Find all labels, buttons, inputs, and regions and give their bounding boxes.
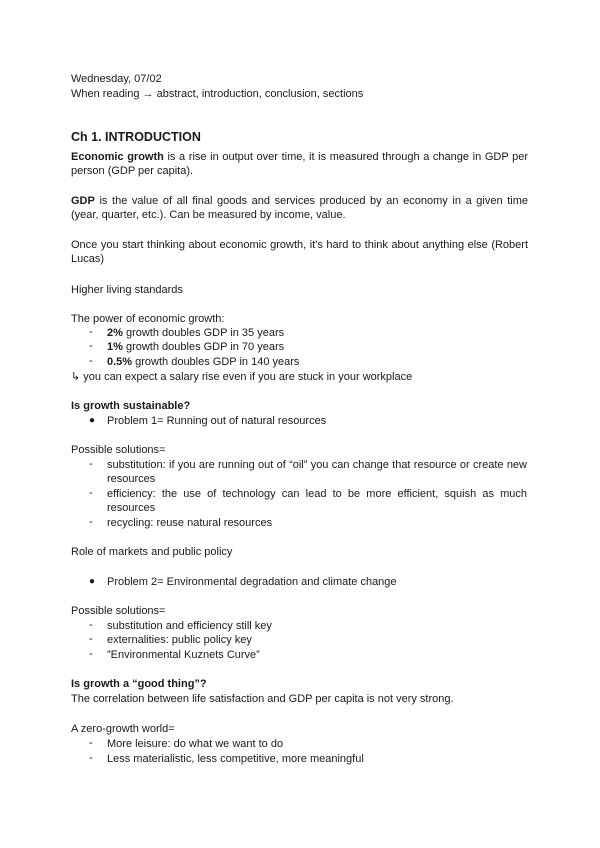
problem-2: Problem 2= Environmental degradation and climate change bbox=[107, 576, 397, 588]
dash-bullet: - bbox=[89, 516, 93, 528]
dash-bullet: - bbox=[89, 633, 93, 645]
dash-bullet: - bbox=[89, 355, 93, 367]
solution-item: substitution: if you are running out of “oil” you can change that resource or create new resources bbox=[107, 459, 527, 485]
solution-item: recycling: reuse natural resources bbox=[107, 517, 273, 529]
lucas-quote: Once you start thinking about economic growth, it's hard to think about anything else (Robert Lucas) bbox=[71, 239, 528, 265]
zero-growth-item: More leisure: do what we want to do bbox=[107, 738, 284, 750]
bullet-dot-icon: ● bbox=[89, 415, 96, 426]
dash-bullet: - bbox=[89, 340, 93, 352]
sustainable-heading: Is growth sustainable? bbox=[71, 400, 191, 412]
solutions-label: Possible solutions= bbox=[71, 444, 166, 456]
solutions-label-2: Possible solutions= bbox=[71, 605, 166, 617]
econ-growth-text: is a rise in output over time, it is measured through a change in GDP per person (GDP per capita). bbox=[71, 151, 528, 177]
bullet-dot-icon: ● bbox=[89, 576, 96, 587]
zero-growth-label: A zero-growth world= bbox=[71, 723, 175, 735]
gdp-text: is the value of all final goods and services produced by an economy in a given time (year, quarter, etc.). Can be measured by income, value. bbox=[71, 195, 528, 221]
dash-bullet: - bbox=[89, 737, 93, 749]
dash-bullet: - bbox=[89, 487, 93, 499]
higher-living-standards: Higher living standards bbox=[71, 284, 183, 296]
dash-bullet: - bbox=[89, 619, 93, 631]
solution-item: efficiency: the use of technology can lead to be more efficient, squish as much resources bbox=[107, 488, 527, 514]
power-item-text: growth doubles GDP in 70 years bbox=[122, 341, 285, 353]
power-item-pct: 2% bbox=[107, 327, 123, 339]
dash-bullet: - bbox=[89, 326, 93, 338]
power-heading: The power of economic growth: bbox=[71, 313, 225, 325]
solution-item: substitution and efficiency still key bbox=[107, 620, 272, 632]
dash-bullet: - bbox=[89, 752, 93, 764]
salary-note: ↳ you can expect a salary rise even if you are stuck in your workplace bbox=[71, 371, 413, 383]
good-thing-heading: Is growth a “good thing”? bbox=[71, 678, 207, 690]
dash-bullet: - bbox=[89, 458, 93, 470]
power-item bbox=[107, 355, 299, 369]
reading-tip: When reading → abstract, introduction, conclusion, sections bbox=[71, 88, 364, 100]
power-item-text: growth doubles GDP in 35 years bbox=[122, 327, 285, 339]
solution-item: ”Environmental Kuznets Curve” bbox=[107, 649, 260, 661]
gdp-term: GDP bbox=[71, 195, 95, 207]
econ-growth-term: Economic growth bbox=[71, 151, 164, 163]
power-item bbox=[107, 326, 284, 340]
zero-growth-item: Less materialistic, less competitive, more meaningful bbox=[107, 753, 364, 765]
date-line: Wednesday, 07/02 bbox=[71, 73, 162, 85]
dash-bullet: - bbox=[89, 648, 93, 660]
power-item-pct: 1% bbox=[107, 341, 123, 353]
chapter-title: Ch 1. INTRODUCTION bbox=[71, 130, 201, 144]
power-item-pct: 0.5% bbox=[107, 356, 133, 368]
gdp-definition bbox=[71, 194, 528, 222]
role-markets: Role of markets and public policy bbox=[71, 546, 233, 558]
power-item bbox=[107, 340, 284, 354]
correlation-text: The correlation between life satisfaction and GDP per capita is not very strong. bbox=[71, 693, 454, 705]
econ-growth-definition bbox=[71, 150, 528, 178]
solution-item: externalities: public policy key bbox=[107, 634, 252, 646]
power-item-text: growth doubles GDP in 140 years bbox=[132, 356, 300, 368]
problem-1: Problem 1= Running out of natural resources bbox=[107, 415, 327, 427]
